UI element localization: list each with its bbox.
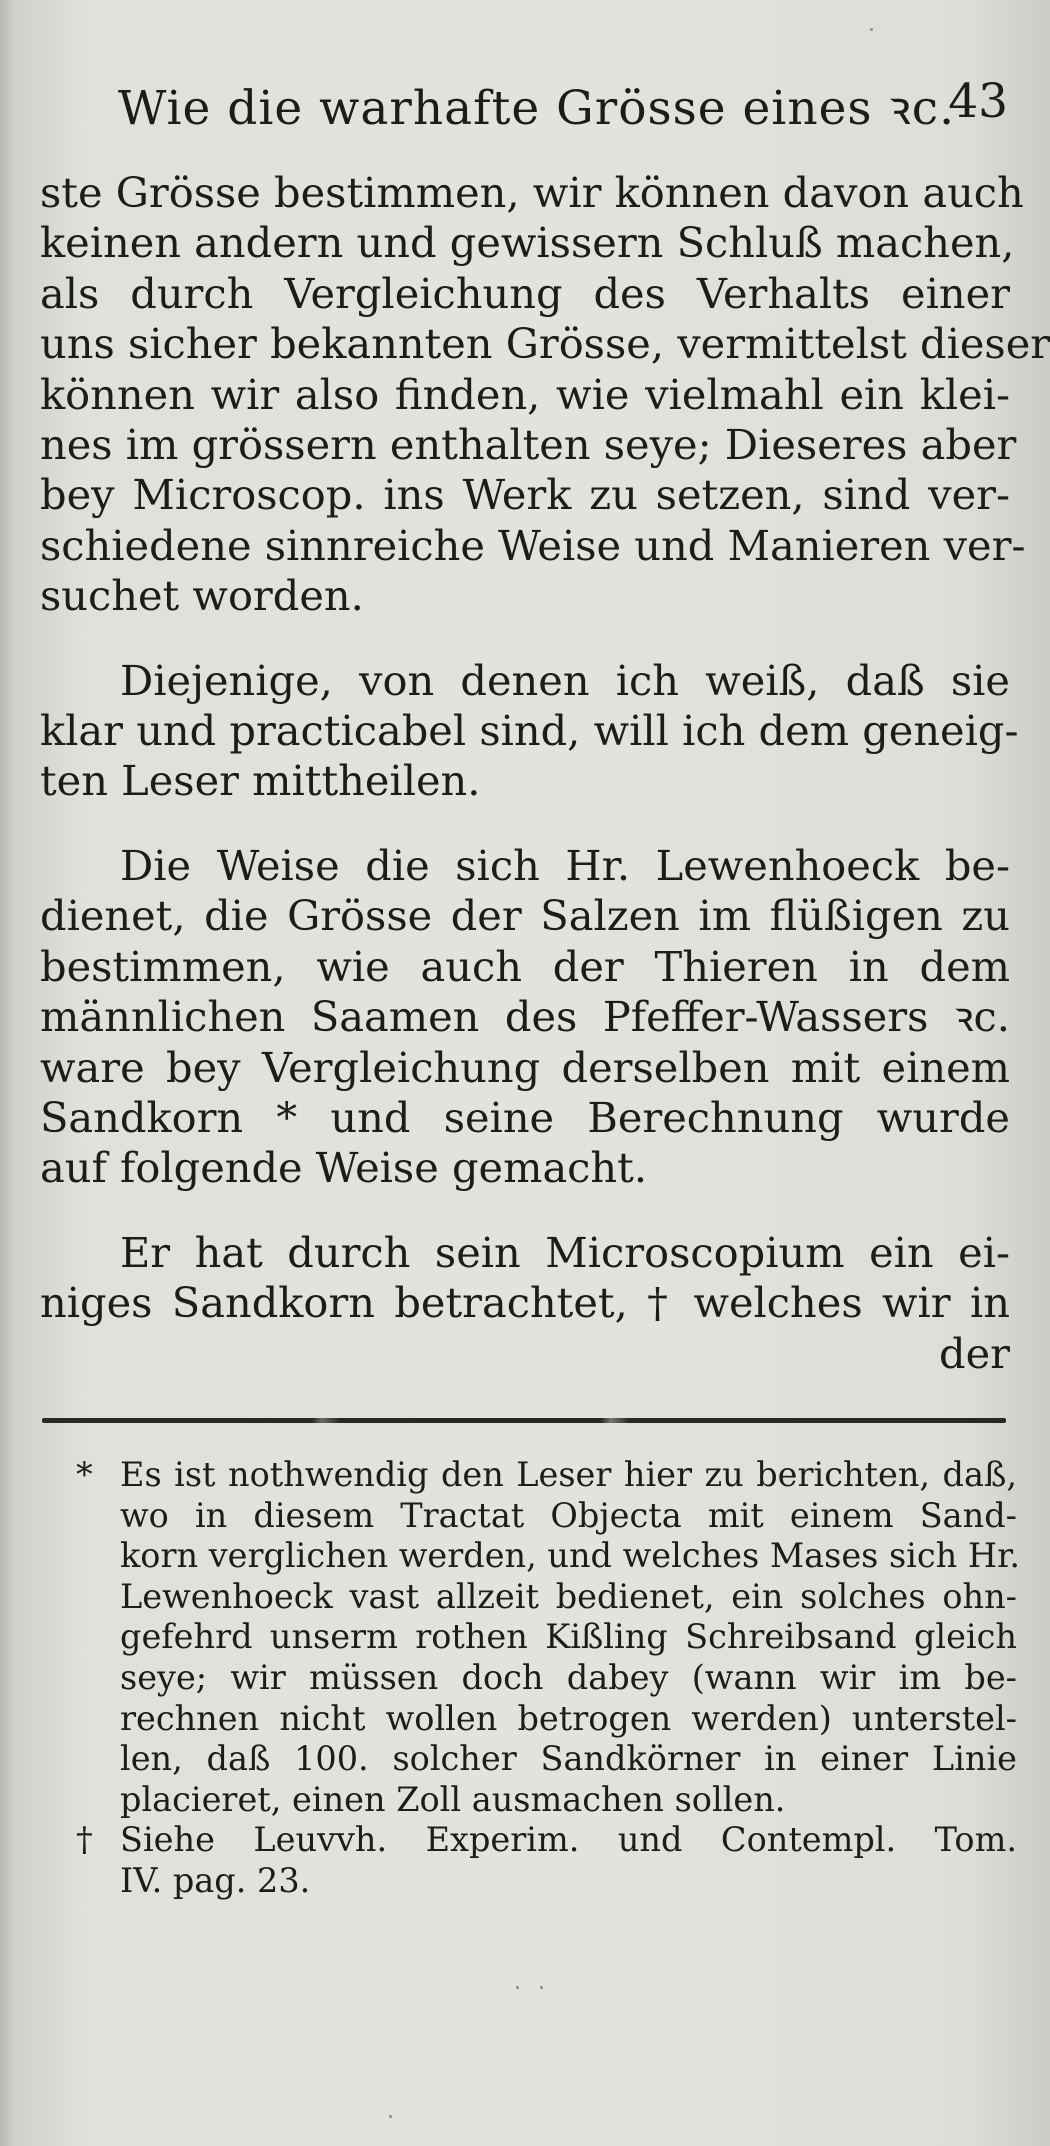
footnote-line: placieret, einen Zoll ausmachen sollen. [120, 1779, 786, 1819]
text-line: dienet, die Grösse der Salzen im flüßigen zu [40, 891, 1010, 941]
text-line: Die Weise die sich Hr. Lewenhoeck be- [120, 840, 1010, 890]
page-number: 43 [948, 74, 1008, 129]
footnote-line: IV. pag. 23. [120, 1860, 311, 1900]
footnote-line: gefehrd unserm rothen Kißling Schreibsand gleich [120, 1617, 1017, 1657]
running-head-title: Wie die warhafte Grösse eines ꝛc. [118, 81, 956, 136]
text-line: uns sicher bekannten Grösse, vermittelst dieser [40, 319, 1050, 369]
paper-speck [389, 2115, 392, 2118]
text-line: Sandkorn * und seine Berechnung wurde [40, 1092, 1010, 1142]
footnote-mark: * [76, 1455, 93, 1494]
footnote-line: seye; wir müssen doch dabey (wann wir im be- [120, 1657, 1017, 1697]
footnote-dagger [62, 1820, 1017, 1901]
footnote-asterisk [62, 1455, 1021, 1820]
text-line: ware bey Vergleichung derselben mit einem [40, 1042, 1010, 1092]
text-line: Diejenige, von denen ich weiß, daß sie [120, 655, 1010, 705]
text-line: nes im grössern enthalten seye; Dieseres aber [40, 420, 1017, 470]
paragraph-1 [40, 168, 1050, 622]
text-line: niges Sandkorn betrachtet, † welches wir in [40, 1278, 1010, 1328]
footnote-separator-rule [42, 1418, 1006, 1423]
running-head [118, 74, 1008, 134]
text-line: Er hat durch sein Microscopium ein ei- [120, 1227, 1010, 1277]
footnote-line: Lewenhoeck vast allzeit bedienet, ein solches ohn- [120, 1576, 1017, 1616]
footnotes [62, 1455, 1021, 1902]
catchword: der [939, 1328, 1010, 1378]
footnote-line: Es ist nothwendig den Leser hier zu berichten, daß, [120, 1455, 1017, 1494]
text-line: männlichen Saamen des Pfeffer-Wassers ꝛc. [40, 992, 1010, 1042]
paragraph-3 [40, 841, 1010, 1194]
text-line: ste Grösse bestimmen, wir können davon auch [40, 168, 1024, 217]
paper-speck [540, 1986, 543, 1989]
text-line: als durch Vergleichung des Verhalts einer [40, 268, 1010, 318]
footnote-line: Siehe Leuvvh. Experim. und Contempl. Tom. [120, 1820, 1017, 1860]
text-line: suchet worden. [40, 571, 364, 621]
paragraph-4 [40, 1228, 1010, 1379]
text-line: auf folgende Weise gemacht. [40, 1143, 648, 1193]
footnote-line: wo in diesem Tractat Objecta mit einem Sand- [120, 1495, 1017, 1535]
paragraph-2 [40, 655, 1019, 807]
text-line: schiedene sinnreiche Weise und Manieren ver- [40, 520, 1026, 570]
text-line: bey Microscop. ins Werk zu setzen, sind ver- [40, 470, 1010, 520]
main-text [40, 168, 1050, 1413]
footnote-line: len, daß 100. solcher Sandkörner in einer Linie [120, 1739, 1017, 1779]
paper-speck [870, 28, 873, 31]
footnote-mark: † [76, 1820, 93, 1860]
text-line: keinen andern und gewissern Schluß machen, [40, 218, 1015, 268]
page-gutter-edge [0, 0, 14, 2146]
text-line: können wir also finden, wie vielmahl ein klei- [40, 369, 1010, 419]
footnote-line: rechnen nicht wollen betrogen werden) unterstel- [120, 1698, 1017, 1738]
text-line: bestimmen, wie auch der Thieren in dem [40, 941, 1010, 991]
text-line: klar und practicabel sind, will ich dem geneig- [40, 706, 1019, 756]
footnote-line: korn verglichen werden, und welches Mases sich Hr. [120, 1536, 1021, 1576]
text-line: ten Leser mittheilen. [40, 756, 481, 806]
paper-speck [516, 1986, 519, 1989]
